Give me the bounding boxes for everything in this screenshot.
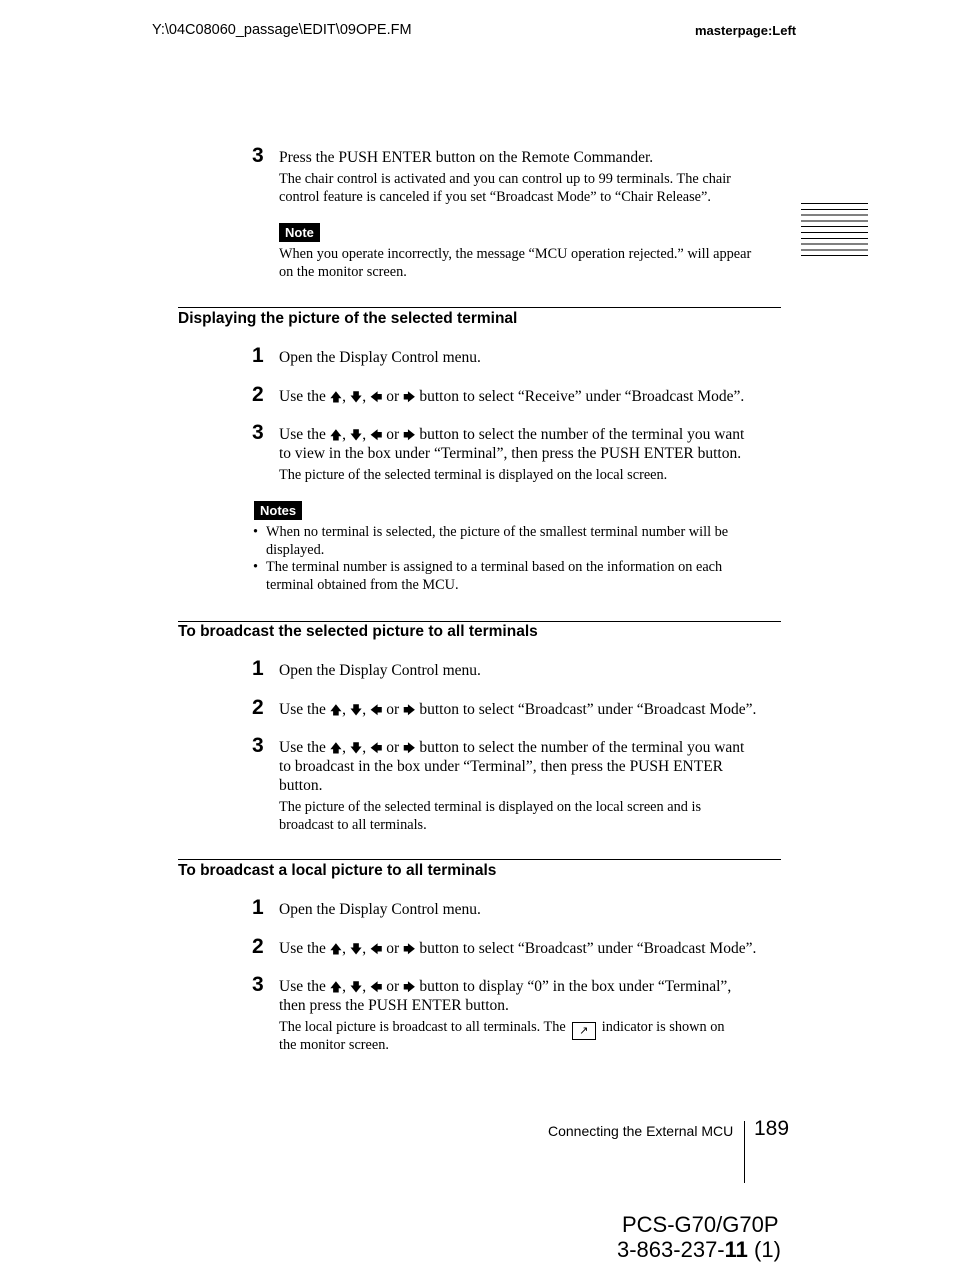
left-arrow-icon: 🡄	[369, 741, 383, 755]
section-rule	[178, 307, 781, 308]
down-arrow-icon: 🡇	[349, 703, 363, 717]
step-description: The chair control is activated and you can control up to 99 terminals. The chair	[279, 171, 731, 187]
step-number: 3	[252, 973, 264, 996]
note-text: When you operate incorrectly, the message “MCU operation rejected.” will appear	[279, 246, 752, 262]
notes-badge: Notes	[254, 501, 302, 520]
step-description: the monitor screen.	[279, 1037, 389, 1053]
left-arrow-icon: 🡄	[369, 703, 383, 717]
down-arrow-icon: 🡇	[349, 741, 363, 755]
step-number: 1	[252, 896, 264, 919]
step-number: 1	[252, 657, 264, 680]
up-arrow-icon: 🡅	[329, 390, 343, 404]
step-text: Use the 🡅, 🡇, 🡄 or 🡆 button to display “0” in the box under “Terminal”,	[279, 978, 732, 995]
step-number: 2	[252, 935, 264, 958]
note-text: on the monitor screen.	[279, 264, 407, 280]
left-arrow-icon: 🡄	[369, 390, 383, 404]
step-description: The local picture is broadcast to all terminals. The ↗ indicator is shown on	[279, 1018, 789, 1040]
left-arrow-icon: 🡄	[369, 980, 383, 994]
up-arrow-icon: 🡅	[329, 703, 343, 717]
note-badge: Note	[279, 223, 320, 242]
up-arrow-icon: 🡅	[329, 980, 343, 994]
step-description: The picture of the selected terminal is displayed on the local screen and is	[279, 799, 702, 815]
step-text: then press the PUSH ENTER button.	[279, 997, 509, 1014]
up-arrow-icon: 🡅	[329, 942, 343, 956]
down-arrow-icon: 🡇	[349, 390, 363, 404]
right-arrow-icon: 🡆	[403, 741, 416, 755]
footer-section-title: Connecting the External MCU	[548, 1123, 734, 1139]
thumb-index-tab	[801, 203, 868, 256]
section-rule	[178, 859, 781, 860]
note-text: terminal obtained from the MCU.	[266, 577, 459, 593]
left-arrow-icon: 🡄	[369, 428, 383, 442]
model-number: PCS-G70/G70P	[622, 1212, 779, 1237]
step-text: to view in the box under “Terminal”, then press the PUSH ENTER button.	[279, 445, 742, 462]
step-text: Use the 🡅, 🡇, 🡄 or 🡆 button to select “Broadcast” under “Broadcast Mode”.	[279, 940, 757, 957]
section-heading: To broadcast a local picture to all terminals	[178, 862, 497, 879]
step-number: 1	[252, 344, 264, 367]
step-text: Use the 🡅, 🡇, 🡄 or 🡆 button to select the number of the terminal you want	[279, 426, 745, 443]
step-text: Open the Display Control menu.	[279, 901, 481, 918]
right-arrow-icon: 🡆	[403, 942, 416, 956]
step-text: to broadcast in the box under “Terminal”, then press the PUSH ENTER	[279, 758, 724, 775]
note-text: displayed.	[266, 542, 325, 558]
step-number: 2	[252, 696, 264, 719]
step-description: control feature is canceled if you set “Broadcast Mode” to “Chair Release”.	[279, 189, 711, 205]
right-arrow-icon: 🡆	[403, 390, 416, 404]
down-arrow-icon: 🡇	[349, 980, 363, 994]
masterpage-label: masterpage:Left	[695, 23, 797, 38]
step-text: Open the Display Control menu.	[279, 349, 481, 366]
down-arrow-icon: 🡇	[349, 428, 363, 442]
step-description: The picture of the selected terminal is displayed on the local screen.	[279, 467, 668, 483]
step-number: 3	[252, 734, 264, 757]
section-heading: To broadcast the selected picture to all terminals	[178, 623, 538, 640]
right-arrow-icon: 🡆	[403, 703, 416, 717]
bullet: •	[253, 524, 259, 540]
right-arrow-icon: 🡆	[403, 980, 416, 994]
up-arrow-icon: 🡅	[329, 428, 343, 442]
footer-divider	[744, 1121, 745, 1183]
down-arrow-icon: 🡇	[349, 942, 363, 956]
file-path: Y:\04C08060_passage\EDIT\09OPE.FM	[152, 22, 412, 38]
document-code: 3-863-237-11 (1)	[617, 1237, 781, 1262]
up-arrow-icon: 🡅	[329, 741, 343, 755]
step-number: 3	[252, 421, 264, 444]
step-number: 2	[252, 383, 264, 406]
right-arrow-icon: 🡆	[403, 428, 416, 442]
note-text: The terminal number is assigned to a terminal based on the information on each	[266, 559, 723, 575]
section-rule	[178, 621, 781, 622]
step-text: Use the 🡅, 🡇, 🡄 or 🡆 button to select the number of the terminal you want	[279, 739, 745, 756]
step-description: broadcast to all terminals.	[279, 817, 427, 833]
broadcast-indicator-icon: ↗	[572, 1022, 596, 1040]
section-heading: Displaying the picture of the selected terminal	[178, 310, 518, 327]
step-text: Press the PUSH ENTER button on the Remote Commander.	[279, 149, 654, 166]
bullet: •	[253, 559, 259, 575]
step-text: Open the Display Control menu.	[279, 662, 481, 679]
left-arrow-icon: 🡄	[369, 942, 383, 956]
note-text: When no terminal is selected, the picture of the smallest terminal number will be	[266, 524, 729, 540]
step-number: 3	[252, 144, 264, 167]
page-number: 189	[754, 1117, 790, 1140]
step-text: Use the 🡅, 🡇, 🡄 or 🡆 button to select “Broadcast” under “Broadcast Mode”.	[279, 701, 757, 718]
step-text: Use the 🡅, 🡇, 🡄 or 🡆 button to select “Receive” under “Broadcast Mode”.	[279, 388, 745, 405]
step-text: button.	[279, 777, 323, 794]
